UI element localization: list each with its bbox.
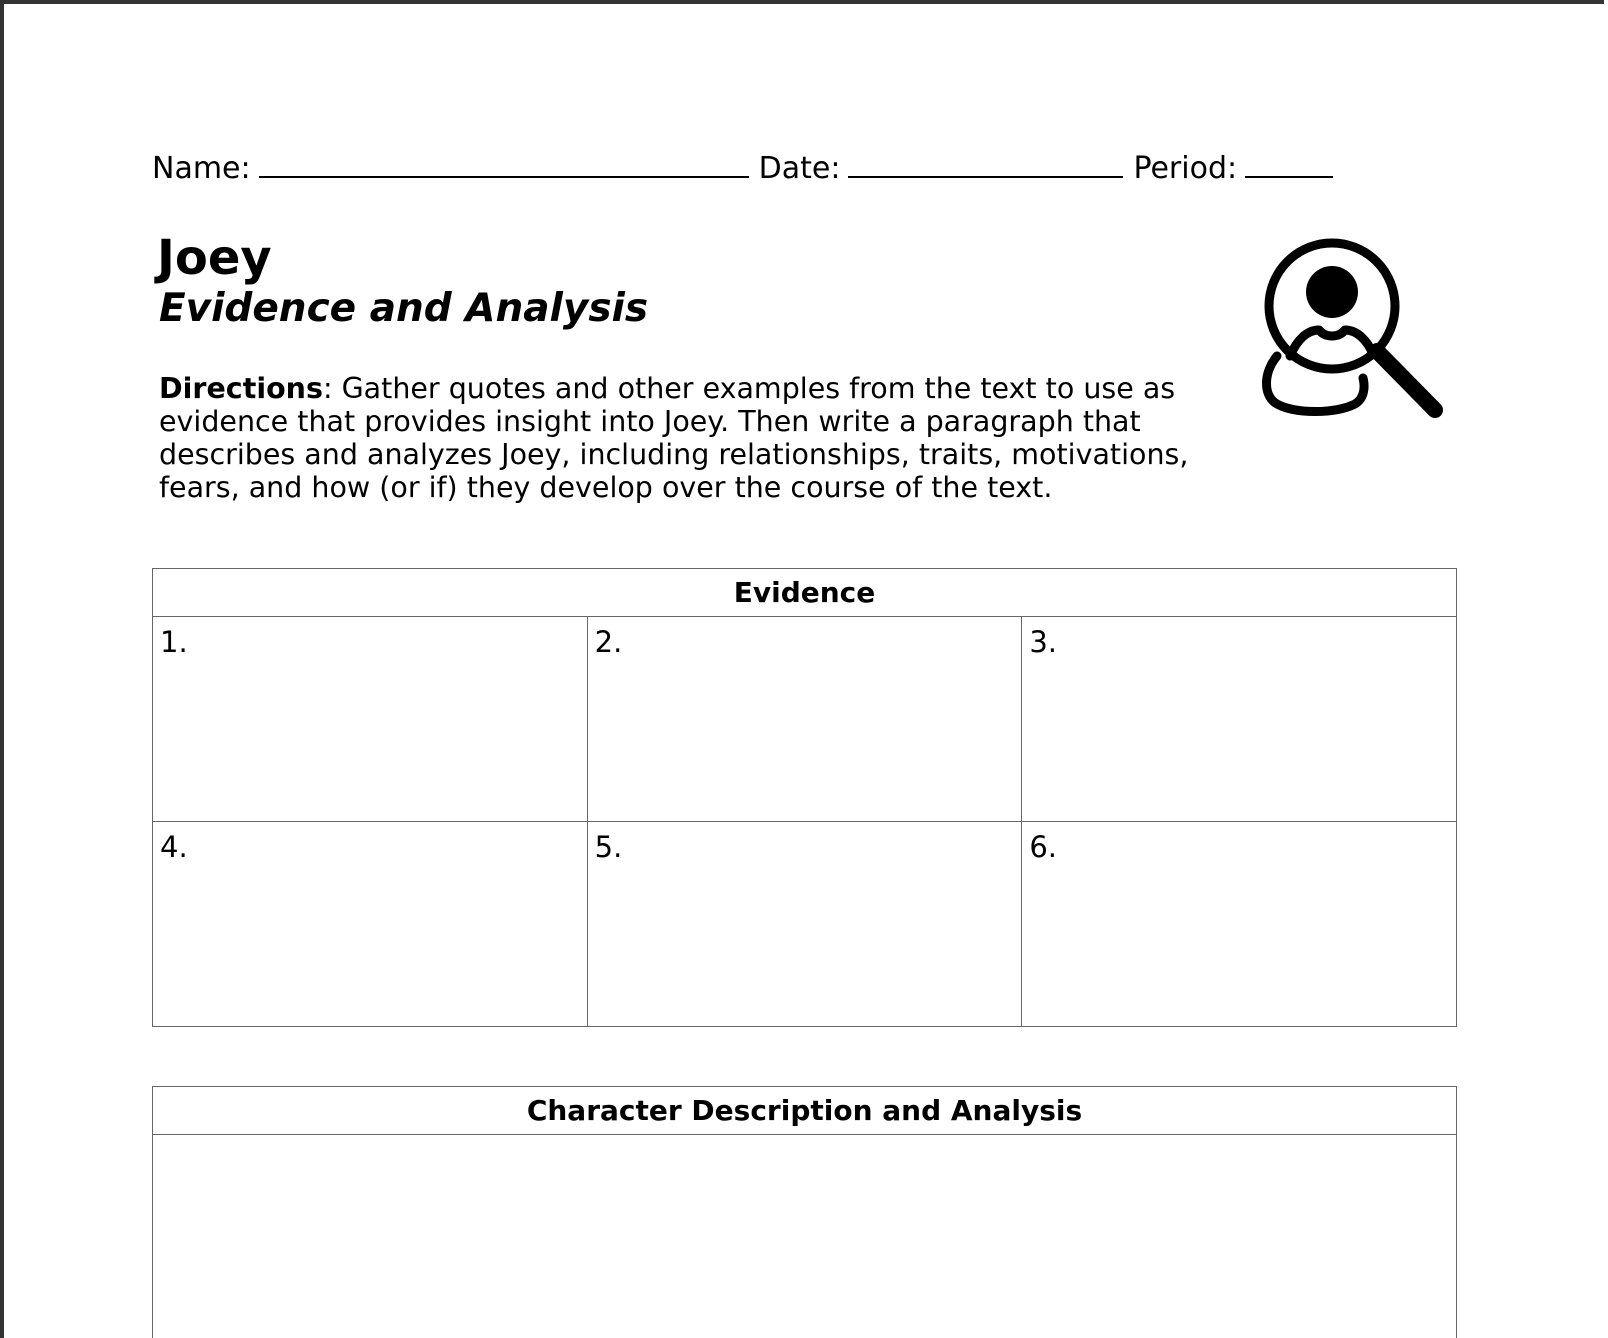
directions [159,372,1219,504]
date-blank[interactable] [848,148,1123,178]
evidence-cell-2[interactable]: 2. [587,617,1022,822]
evidence-table [152,568,1457,1027]
period-blank[interactable] [1245,148,1333,178]
date-label: Date: [758,151,841,186]
page-title: Joey [157,230,272,286]
directions-label: Directions [159,372,323,405]
page-subtitle: Evidence and Analysis [159,286,649,331]
evidence-cell-5[interactable]: 5. [587,822,1022,1027]
evidence-cell-3[interactable]: 3. [1022,617,1457,822]
analysis-table [152,1086,1457,1338]
directions-text: : Gather quotes and other examples from the text to use as evidence that provides insight into Joey. Then write a paragraph that describes and analyzes Joey, including relationships, traits, motivations, fears, and how (or if) they develop over the course of the text. [159,372,1189,504]
name-label: Name: [152,151,251,186]
evidence-cell-6[interactable]: 6. [1022,822,1457,1027]
student-info-line [152,148,1333,186]
analysis-header: Character Description and Analysis [153,1087,1457,1135]
evidence-cell-1[interactable]: 1. [153,617,588,822]
name-blank[interactable] [259,148,749,178]
evidence-header: Evidence [153,569,1457,617]
person-magnifier-icon [1255,238,1455,428]
evidence-cell-4[interactable]: 4. [153,822,588,1027]
period-label: Period: [1133,151,1238,186]
analysis-writing-area[interactable] [153,1135,1457,1338]
